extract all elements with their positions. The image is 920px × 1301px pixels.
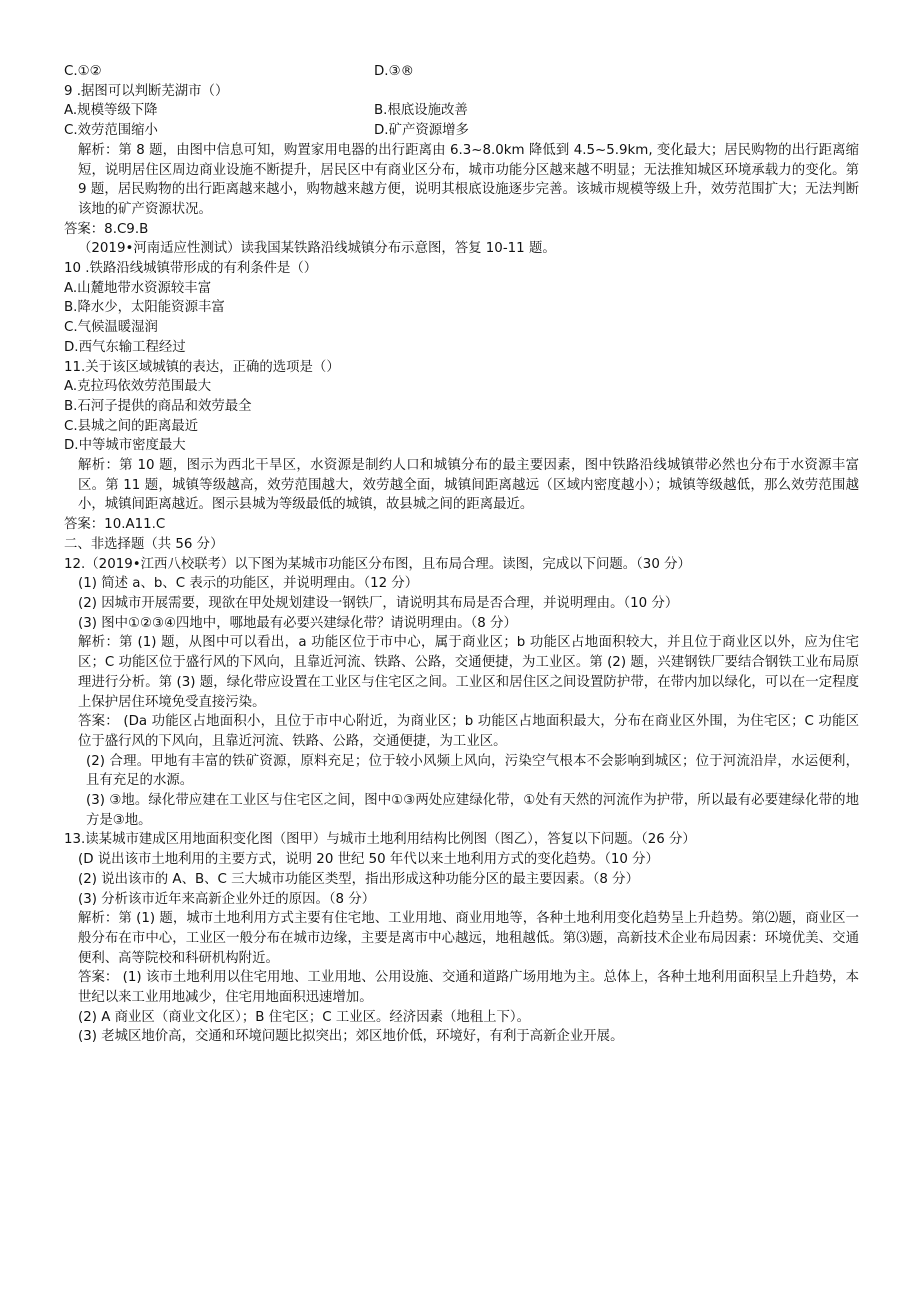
option-text: C.效劳范围缩小 — [64, 123, 158, 139]
text-line: (1) 简述 a、b、C 表示的功能区，并说明理由。（12 分） — [78, 576, 419, 592]
text-line: A.克拉玛依效劳范围最大 — [64, 379, 212, 395]
text-line: B.降水少，太阳能资源丰富 — [64, 300, 225, 316]
text-line: B.石河子提供的商品和效劳最全 — [64, 398, 252, 414]
option-text: B.根底设施改善 — [374, 103, 468, 119]
text-line: 答案：10.A11.C — [64, 517, 166, 533]
text-line: (2) 因城市开展需要，现欲在甲处规划建设一钢铁厂，请说明其布局是否合理，并说明理由。（10 分） — [78, 595, 679, 611]
text-line: (2) 说出该市的 A、B、C 三大城市功能区类型，指出形成这种功能分区的最主要因素。（8 分） — [78, 871, 639, 887]
paragraph: 答案： (Da 功能区占地面积小，且位于市中心附近，为商业区；b 功能区占地面积最大，分布在商业区外围，为住宅区；C 功能区位于盛行风的下风向，且靠近河流、铁路、公路，交通便捷，为工业区。 — [78, 714, 859, 749]
text-line: 10 .铁路沿线城镇带形成的有利条件是（） — [64, 261, 318, 277]
paragraph: (2) 合理。甲地有丰富的铁矿资源，原料充足；位于较小风频上风向，污染空气根本不会影响到城区；位于河流沿岸，水运便利，且有充足的水源。 — [86, 753, 859, 789]
paragraph: 解析：第 (1) 题，城市土地利用方式主要有住宅地、工业用地、商业用地等，各种土地利用变化趋势呈上升趋势。第⑵题，商业区一般分布在市中心，工业区一般分布在城市边缘，主要是离市中心越远，地租越低。第⑶题，高新技术企业布局因素：环境优美、交通便利、高等院校和科研机构附近。 — [78, 911, 859, 966]
option-row — [64, 121, 859, 141]
option-row — [64, 62, 859, 82]
text-line: (D 说出该市土地利用的主要方式，说明 20 世纪 50 年代以来土地利用方式的变化趋势。（10 分） — [78, 852, 659, 868]
text-line: （2019•河南适应性测试）读我国某铁路沿线城镇分布示意图，答复 10-11 题。 — [78, 241, 556, 257]
text-line: C.气候温暖湿润 — [64, 320, 158, 336]
option-text: D.③® — [374, 64, 414, 79]
text-line: 11.关于该区域城镇的表达，正确的选项是（） — [64, 359, 340, 375]
text-line: 答案：8.C9.B — [64, 221, 149, 237]
text-line: 12.（2019•江西八校联考）以下图为某城市功能区分布图，且布局合理。读图，完成以下问题。（30 分） — [64, 556, 691, 572]
text-line: D.西气东输工程经过 — [64, 339, 186, 355]
paragraph: 答案： (1) 该市土地利用以住宅用地、工业用地、公用设施、交通和道路广场用地为主。总体上，各种土地利用面积呈上升趋势，本世纪以来工业用地减少，住宅用地面积迅速增加。 — [78, 970, 859, 1006]
option-row — [64, 101, 859, 121]
text-line: 9 .据图可以判断芜湖市（） — [64, 83, 229, 99]
text-line: (3) 分析该市近年来高新企业外迁的原因。（8 分） — [78, 891, 376, 907]
option-text: C.①② — [64, 64, 102, 79]
text-line: 13.读某城市建成区用地面积变化图（图甲）与城市土地利用结构比例图（图乙），答复以下问题。（26 分） — [64, 832, 696, 848]
option-text: D.矿产资源增多 — [374, 123, 469, 139]
paragraph: 解析：第 8 题，由图中信息可知，购置家用电器的出行距离由 6.3~8.0km 降低到 4.5~5.9km, 变化最大；居民购物的出行距离缩短，说明居住区周边商业设施不断提升，居民区中有商业区分布，城市功能分区越来越不明显；无法推知城区环境承载力的变化。第 9 题，居民购物的出行距离越来越小，购物越来越方便，说明其根底设施逐步完善。该城市规模等级上升，效劳范围扩大；无法判断该地的矿产资源状况。 — [78, 142, 859, 217]
text-line: D.中等城市密度最大 — [64, 438, 186, 454]
paragraph: 解析：第 10 题，图示为西北干旱区，水资源是制约人口和城镇分布的最主要因素，图中铁路沿线城镇带必然也分布于水资源丰富区。第 11 题，城镇等级越高，效劳范围越大，效劳越全面，城镇间距离越远（区域内密度越小）；城镇等级越低，那么效劳范围越小，城镇间距离越近。图示县城为等级最低的城镇，故县城之间的距离最近。 — [78, 458, 859, 513]
text-line: (3) 图中①②③④四地中，哪地最有必要兴建绿化带？请说明理由。（8 分） — [78, 615, 517, 631]
text-line: (2) A 商业区（商业文化区）；B 住宅区；C 工业区。经济因素（地租上下）。 — [78, 1009, 531, 1025]
option-text: A.规模等级下降 — [64, 103, 158, 119]
text-line: C.县城之间的距离最近 — [64, 418, 199, 434]
paragraph: (3) ③地。绿化带应建在工业区与住宅区之间，图中①③两处应建绿化带，①处有天然的河流作为护带，所以最有必要建绿化带的地方是③地。 — [86, 793, 859, 828]
text-line: A.山麓地带水资源较丰富 — [64, 280, 212, 296]
paragraph: 解析：第 (1) 题，从图中可以看出，a 功能区位于市中心，属于商业区；b 功能区占地面积较大，并且位于商业区以外，应为住宅区；C 功能区位于盛行风的下风向，且靠近河流、铁路、公路，交通便捷，为工业区。第 (2) 题，兴建钢铁厂要结合钢铁工业布局原理进行分析。第 (3) 题，绿化带应设置在工业区与住宅区之间。工业区和居住区之间设置防护带，在带内加以绿化，可以在一定程度上保护居住环境免受直接污染。 — [78, 635, 859, 710]
document-body — [64, 62, 859, 1047]
text-line: (3) 老城区地价高，交通和环境问题比拟突出；郊区地价低，环境好，有利于高新企业开展。 — [78, 1029, 624, 1045]
text-line: 二、非选择题（共 56 分） — [64, 536, 224, 552]
